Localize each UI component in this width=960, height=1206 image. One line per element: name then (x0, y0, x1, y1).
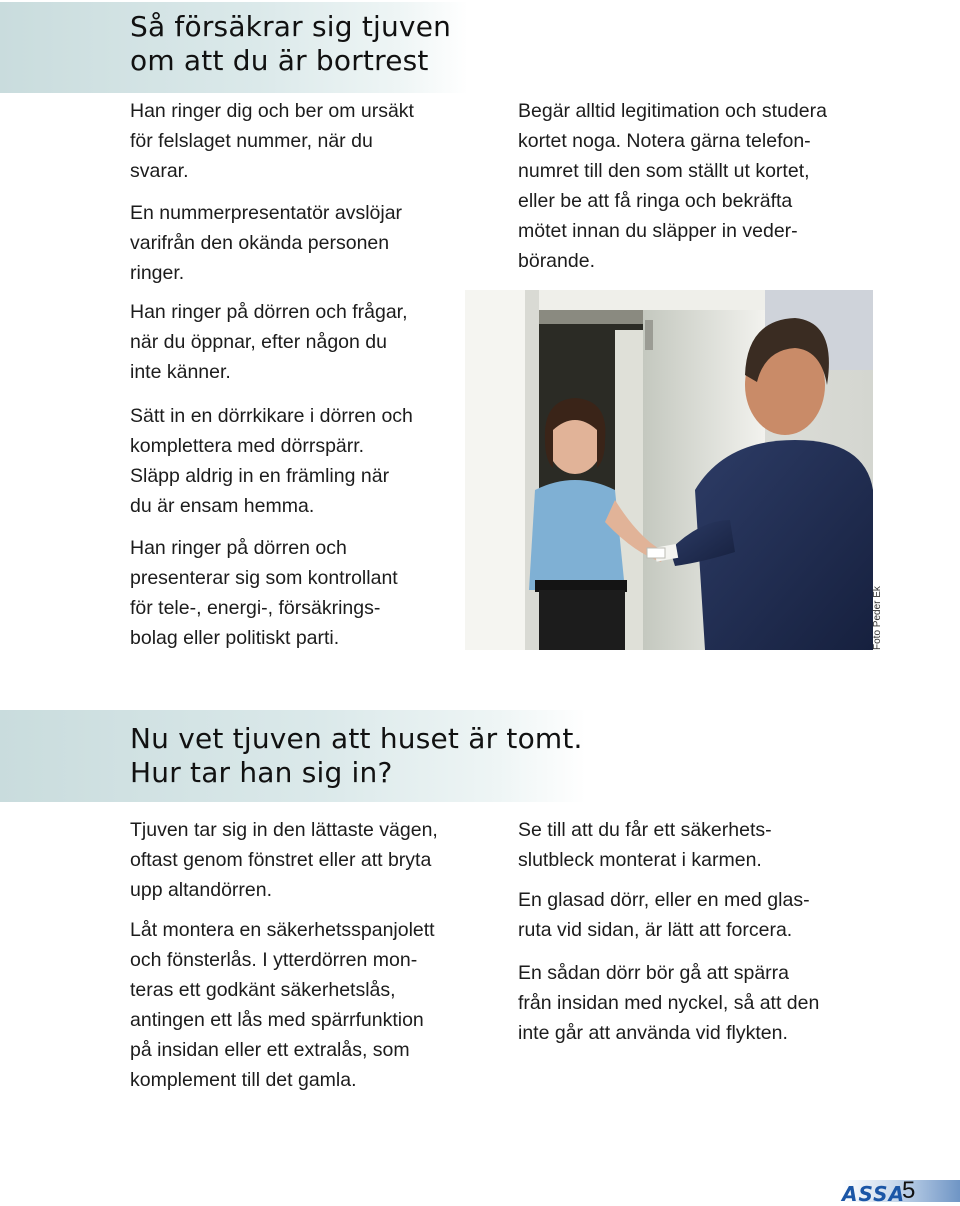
text-line: upp altandörren. (130, 879, 273, 901)
paragraph (130, 96, 414, 186)
door-photo (465, 290, 873, 650)
text-line: du är ensam hemma. (130, 495, 315, 517)
section-heading (130, 10, 451, 78)
text-line: En sådan dörr bör gå att spärra (518, 962, 789, 984)
paragraph (130, 915, 435, 1095)
text-line: mötet innan du släpper in veder- (518, 220, 798, 242)
text-line: för felslaget nummer, när du (130, 130, 373, 152)
text-line: ringer. (130, 262, 185, 284)
text-line: Låt montera en säkerhetsspanjolett (130, 919, 435, 941)
text-line: antingen ett lås med spärrfunktion (130, 1009, 424, 1031)
paragraph (130, 297, 408, 387)
paragraph (130, 198, 402, 288)
text-line: presenterar sig som kontrollant (130, 567, 398, 589)
text-line: numret till den som ställt ut kortet, (518, 160, 810, 182)
text-line: för tele-, energi-, försäkrings- (130, 597, 381, 619)
text-line: En nummerpresentatör avslöjar (130, 202, 403, 224)
text-line: svarar. (130, 160, 189, 182)
text-line: Han ringer på dörren och (130, 537, 347, 559)
text-line: ruta vid sidan, är lätt att forcera. (518, 919, 793, 941)
text-line: från insidan med nyckel, så att den (518, 992, 820, 1014)
section-heading (130, 722, 583, 790)
text-line: Sätt in en dörrkikare i dörren och (130, 405, 413, 427)
door-photo-illustration (465, 290, 873, 650)
text-line: Se till att du får ett säkerhets- (518, 819, 772, 841)
heading-line: Hur tar han sig in? (130, 756, 393, 789)
assa-logo: ASSA (842, 1182, 906, 1206)
paragraph (518, 815, 772, 875)
text-line: teras ett godkänt säkerhetslås, (130, 979, 396, 1001)
text-line: En glasad dörr, eller en med glas- (518, 889, 810, 911)
text-line: när du öppnar, efter någon du (130, 331, 387, 353)
text-line: Han ringer på dörren och frågar, (130, 301, 408, 323)
page-number: 5 (902, 1177, 916, 1204)
text-line: Tjuven tar sig in den lättaste vägen, (130, 819, 438, 841)
paragraph (130, 815, 438, 905)
paragraph (130, 533, 398, 653)
text-line: Släpp aldrig in en främling när (130, 465, 390, 487)
text-line: börande. (518, 250, 595, 272)
text-line: oftast genom fönstret eller att bryta (130, 849, 432, 871)
text-line: på insidan eller ett extralås, som (130, 1039, 410, 1061)
paragraph (130, 401, 413, 521)
text-line: varifrån den okända personen (130, 232, 390, 254)
heading-line: om att du är bortrest (130, 44, 429, 77)
text-line: komplettera med dörrspärr. (130, 435, 365, 457)
text-line: inte går att använda vid flykten. (518, 1022, 788, 1044)
paragraph (518, 96, 827, 276)
text-line: Han ringer dig och ber om ursäkt (130, 100, 414, 122)
text-line: bolag eller politiskt parti. (130, 627, 340, 649)
paragraph (518, 958, 819, 1048)
heading-line: Nu vet tjuven att huset är tomt. (130, 722, 583, 755)
text-line: eller be att få ringa och bekräfta (518, 190, 793, 212)
text-line: och fönsterlås. I ytterdörren mon- (130, 949, 418, 971)
text-line: komplement till det gamla. (130, 1069, 357, 1091)
text-line: Begär alltid legitimation och studera (518, 100, 827, 122)
photo-credit: Foto Peder Ek (872, 586, 883, 650)
text-line: slutbleck monterat i karmen. (518, 849, 762, 871)
text-line: inte känner. (130, 361, 231, 383)
text-line: kortet noga. Notera gärna telefon- (518, 130, 811, 152)
paragraph (518, 885, 810, 945)
heading-line: Så försäkrar sig tjuven (130, 10, 452, 43)
